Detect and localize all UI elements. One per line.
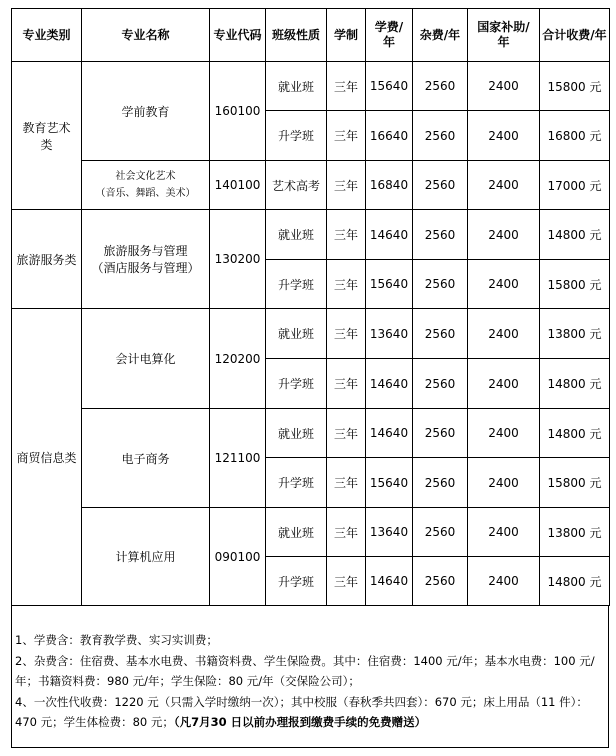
subsidy: 2400: [468, 309, 540, 359]
major-name: 会计电算化: [82, 309, 210, 409]
table-row: [12, 309, 610, 359]
major-name-line2: （音乐、舞蹈、美术）: [95, 188, 196, 199]
duration: 三年: [327, 557, 366, 606]
duration: 三年: [327, 458, 366, 508]
misc-fee: 2560: [413, 508, 468, 557]
total: 14800 元: [540, 210, 610, 260]
header-major: 专业名称: [82, 9, 210, 62]
table-row: [12, 161, 610, 210]
major-code: 121100: [210, 409, 266, 508]
note-2: 2、杂费含：住宿费、基本水电费、书籍资料费、学生保险费。其中：住宿费：1400 元/年；基本水电费：100 元/年；书籍资料费：980 元/年；学生保险：80 元/年（交保险公司）；: [15, 653, 595, 688]
total: 15800 元: [540, 458, 610, 508]
table-row: [12, 210, 610, 260]
header-code: 专业代码: [210, 9, 266, 62]
total: 13800 元: [540, 309, 610, 359]
tuition: 14640: [366, 359, 413, 409]
class-type: 就业班: [266, 62, 327, 111]
note-4-bold: （凡7月30 日以前办理报到缴费手续的免费赠送）: [173, 715, 427, 729]
duration: 三年: [327, 409, 366, 458]
class-type: 就业班: [266, 210, 327, 260]
major-code: 090100: [210, 508, 266, 606]
subsidy: 2400: [468, 359, 540, 409]
major-code: 140100: [210, 161, 266, 210]
duration: 三年: [327, 210, 366, 260]
header-tuition-line2: 年: [382, 35, 395, 49]
header-subsidy-line1: 国家补助/: [477, 20, 530, 34]
class-type: 升学班: [266, 111, 327, 161]
category-line1: 教育艺术: [22, 120, 71, 135]
misc-fee: 2560: [413, 210, 468, 260]
subsidy: 2400: [468, 557, 540, 606]
category-cell: 商贸信息类: [12, 309, 82, 606]
header-row: [12, 9, 610, 62]
header-subsidy-line2: 年: [497, 35, 510, 49]
note-4-text: 4、一次性代收费：1220 元（只需入学时缴纳一次）；其中校服（春秋季共四套）：670 元；床上用品（11 件）：470 元；学生体检费：80 元；: [15, 694, 588, 729]
misc-fee: 2560: [413, 111, 468, 161]
tuition: 14640: [366, 210, 413, 260]
duration: 三年: [327, 62, 366, 111]
duration: 三年: [327, 161, 366, 210]
major-name: [82, 210, 210, 309]
class-type: 升学班: [266, 359, 327, 409]
misc-fee: 2560: [413, 161, 468, 210]
major-name: 学前教育: [82, 62, 210, 161]
total: 16800 元: [540, 111, 610, 161]
misc-fee: 2560: [413, 260, 468, 309]
duration: 三年: [327, 359, 366, 409]
class-type: 就业班: [266, 309, 327, 359]
total: 15800 元: [540, 62, 610, 111]
subsidy: 2400: [468, 458, 540, 508]
major-name-line2: （酒店服务与管理）: [91, 261, 200, 275]
class-type: 就业班: [266, 409, 327, 458]
class-type: 升学班: [266, 458, 327, 508]
subsidy: 2400: [468, 62, 540, 111]
major-name: 电子商务: [82, 409, 210, 508]
duration: 三年: [327, 111, 366, 161]
class-type: 艺术高考: [266, 161, 327, 210]
header-tuition: [366, 9, 413, 62]
misc-fee: 2560: [413, 557, 468, 606]
header-subsidy: [468, 9, 540, 62]
header-duration: 学制: [327, 9, 366, 62]
duration: 三年: [327, 309, 366, 359]
subsidy: 2400: [468, 260, 540, 309]
tuition: 13640: [366, 309, 413, 359]
table-row: [12, 409, 610, 458]
duration: 三年: [327, 260, 366, 309]
notes-section: [11, 606, 609, 748]
subsidy: 2400: [468, 508, 540, 557]
tuition: 14640: [366, 557, 413, 606]
major-name-line1: 社会文化艺术: [115, 171, 176, 182]
header-tuition-line1: 学费/: [374, 20, 404, 34]
total: 13800 元: [540, 508, 610, 557]
major-name: 计算机应用: [82, 508, 210, 606]
class-type: 就业班: [266, 508, 327, 557]
total: 14800 元: [540, 557, 610, 606]
category-line2: 类: [40, 137, 53, 152]
total: 17000 元: [540, 161, 610, 210]
note-4: [15, 692, 605, 733]
category-cell: 旅游服务类: [12, 210, 82, 309]
header-class-type: 班级性质: [266, 9, 327, 62]
category-cell: [12, 62, 82, 210]
misc-fee: 2560: [413, 458, 468, 508]
tuition: 14640: [366, 409, 413, 458]
total: 15800 元: [540, 260, 610, 309]
header-category: 专业类别: [12, 9, 82, 62]
misc-fee: 2560: [413, 309, 468, 359]
subsidy: 2400: [468, 161, 540, 210]
tuition: 15640: [366, 62, 413, 111]
fee-table: [11, 8, 610, 606]
tuition: 15640: [366, 458, 413, 508]
note-1: 1、学费含：教育教学费、实习实训费；: [15, 633, 218, 647]
total: 14800 元: [540, 409, 610, 458]
header-total: 合计收费/年: [540, 9, 610, 62]
major-code: 120200: [210, 309, 266, 409]
major-code: 160100: [210, 62, 266, 161]
tuition: 16840: [366, 161, 413, 210]
subsidy: 2400: [468, 409, 540, 458]
major-code: 130200: [210, 210, 266, 309]
class-type: 升学班: [266, 260, 327, 309]
misc-fee: 2560: [413, 409, 468, 458]
tuition: 13640: [366, 508, 413, 557]
total: 14800 元: [540, 359, 610, 409]
tuition: 15640: [366, 260, 413, 309]
table-row: [12, 508, 610, 557]
table-row: [12, 62, 610, 111]
misc-fee: 2560: [413, 62, 468, 111]
header-misc: 杂费/年: [413, 9, 468, 62]
major-name: [82, 161, 210, 210]
duration: 三年: [327, 508, 366, 557]
misc-fee: 2560: [413, 359, 468, 409]
subsidy: 2400: [468, 111, 540, 161]
class-type: 升学班: [266, 557, 327, 606]
subsidy: 2400: [468, 210, 540, 260]
tuition: 16640: [366, 111, 413, 161]
major-name-line1: 旅游服务与管理: [103, 244, 188, 258]
